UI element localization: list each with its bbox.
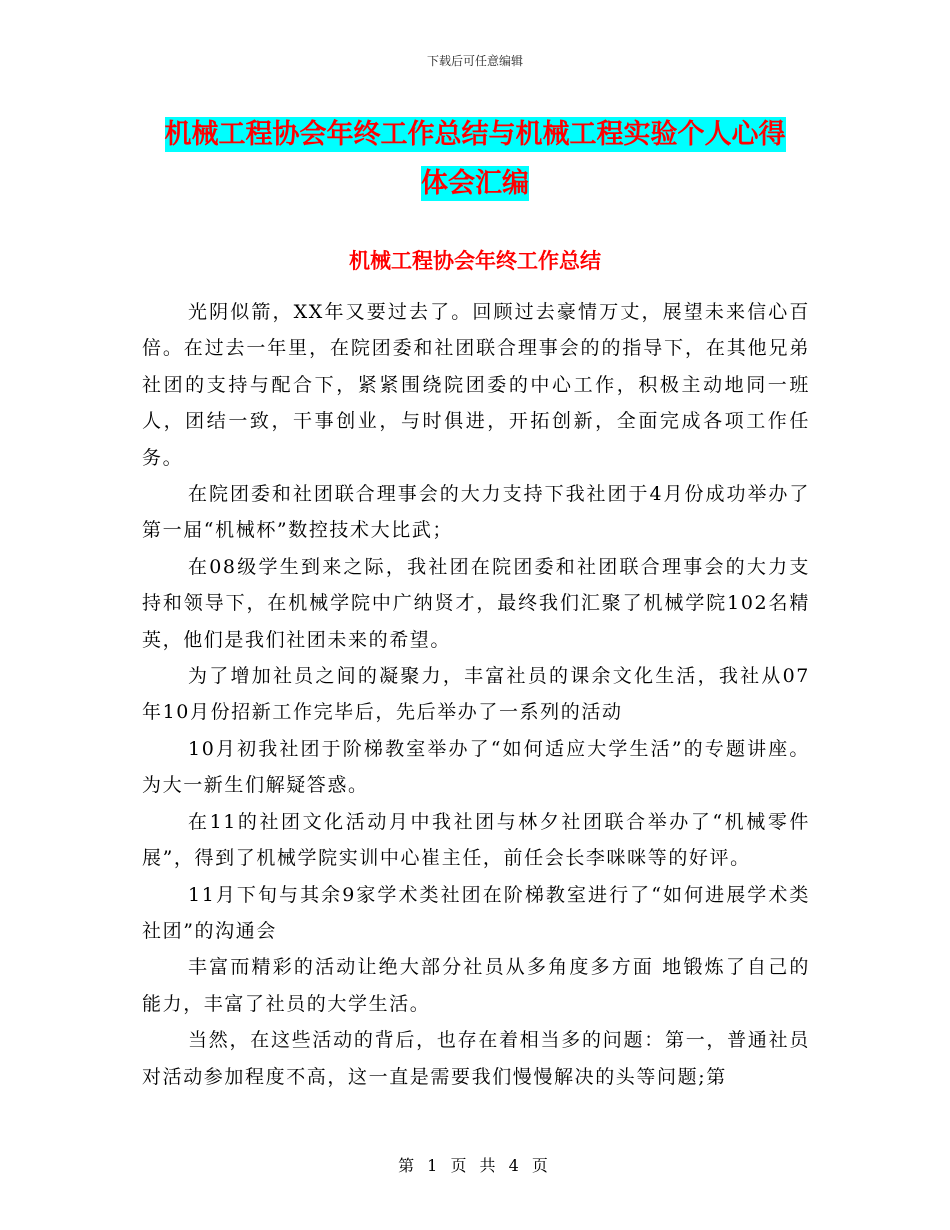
paragraph: 当然，在这些活动的背后，也存在着相当多的问题：第一，普通社员对活动参加程度不高，这一直是需要我们慢慢解决的头等问题;第	[142, 1029, 810, 1088]
page-header-note: 下载后可任意编辑	[426, 54, 523, 68]
document-title-line-1: 机械工程协会年终工作总结与机械工程实验个人心得	[164, 119, 786, 150]
paragraph: 丰富而精彩的活动让绝大部分社员从多角度多方面 地锻炼了自己的能力，丰富了社员的大学生活。	[142, 956, 810, 1015]
paragraph: 在院团委和社团联合理事会的大力支持下我社团于4月份成功举办了第一届“机械杯”数控技术大比武；	[142, 483, 810, 542]
document-title-line-2: 体会汇编	[421, 168, 529, 199]
paragraph: 光阴似箭，XX年又要过去了。回顾过去豪情万丈，展望未来信心百倍。在过去一年里，在院团委和社团联合理事会的的指导下，在其他兄弟社团的支持与配合下，紧紧围绕院团委的中心工作，积极主动地同一班人，团结一致，干事创业，与时俱进，开拓创新，全面完成各项工作任务。	[142, 301, 810, 469]
paragraph: 为了增加社员之间的凝聚力，丰富社员的课余文化生活，我社从07年10月份招新工作完毕后，先后举办了一系列的活动	[142, 665, 810, 724]
body-text	[142, 294, 810, 1095]
paragraph: 10月初我社团于阶梯教室举办了“如何适应大学生活”的专题讲座。为大一新生们解疑答惑。	[142, 737, 810, 797]
paragraph: 在11的社团文化活动月中我社团与林夕社团联合举办了“机械零件展”，得到了机械学院实训中心崔主任，前任会长李咪咪等的好评。	[142, 810, 810, 870]
section-title: 机械工程协会年终工作总结	[349, 249, 601, 273]
page-number-footer: 第 1 页 共 4 页	[398, 1156, 552, 1175]
paragraph: 11月下旬与其余9家学术类社团在阶梯教室进行了“如何进展学术类社团”的沟通会	[142, 883, 810, 942]
paragraph: 在08级学生到来之际，我社团在院团委和社团联合理事会的大力支持和领导下，在机械学院中广纳贤才，最终我们汇聚了机械学院102名精英，他们是我们社团未来的希望。	[142, 555, 810, 651]
document-title	[150, 110, 800, 208]
